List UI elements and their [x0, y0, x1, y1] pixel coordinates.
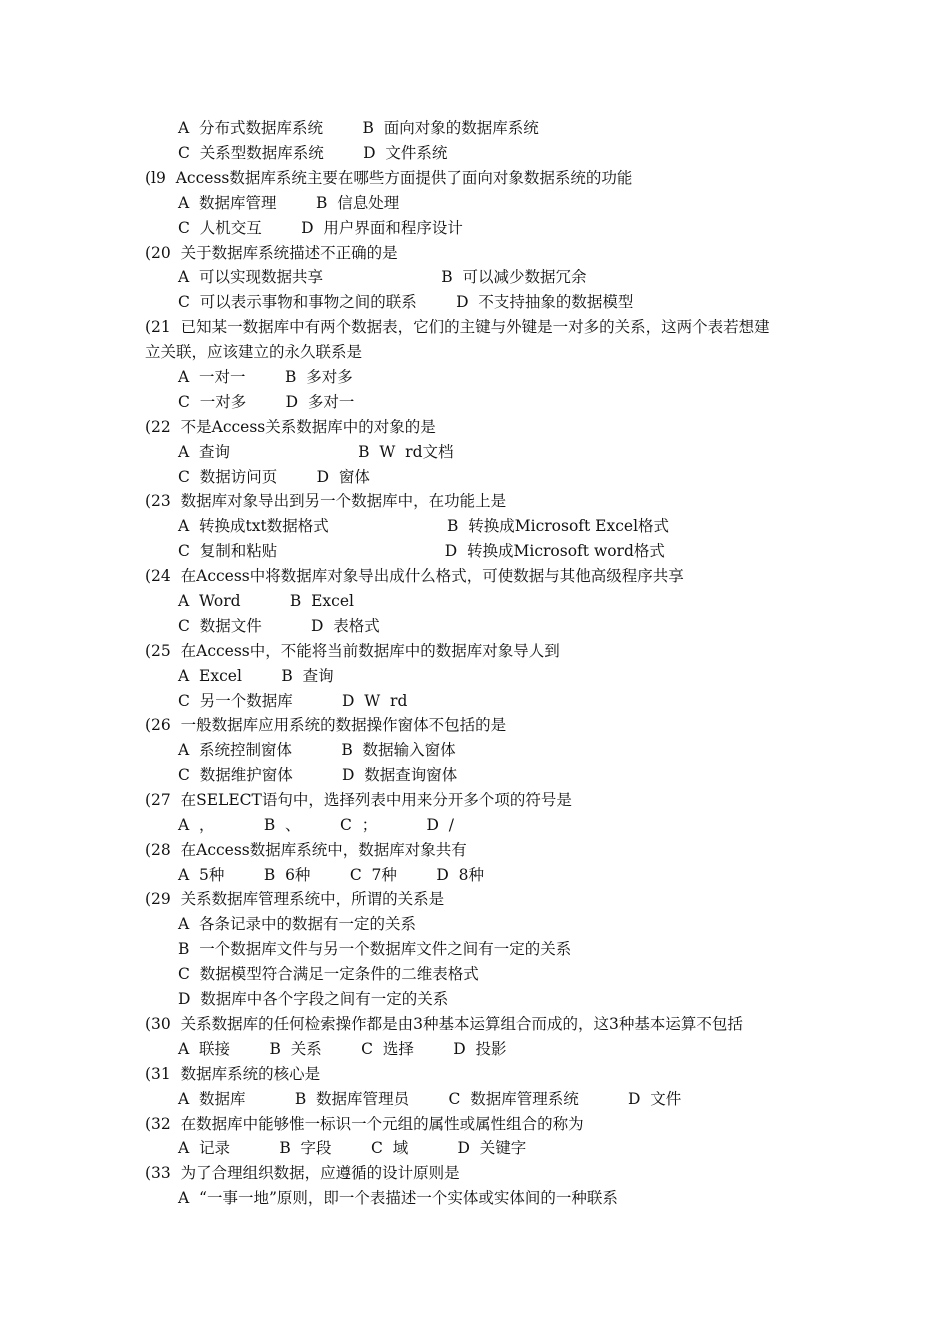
question-line: (31 数据库系统的核心是: [145, 1065, 321, 1083]
question-line: (26 一般数据库应用系统的数据操作窗体不包括的是: [145, 716, 507, 734]
option-line: A “一事一地”原则，即一个表描述一个实体或实体间的一种联系: [178, 1189, 618, 1207]
question-line: (20 关于数据库系统描述不正确的是: [145, 244, 398, 262]
question-line: (l9 Access数据库系统主要在哪些方面提供了面向对象数据系统的功能: [145, 169, 633, 187]
option-line: A 转换成txt数据格式 B 转换成Microsoft Excel格式: [178, 517, 670, 535]
option-line: D 数据库中各个字段之间有一定的关系: [178, 990, 449, 1008]
option-line: A 数据库 B 数据库管理员 C 数据库管理系统 D 文件: [178, 1090, 682, 1108]
option-line: C 另一个数据库 D W rd: [178, 692, 408, 710]
option-line: B 一个数据库文件与另一个数据库文件之间有一定的关系: [178, 940, 572, 958]
question-line: (28 在Access数据库系统中，数据库对象共有: [145, 841, 467, 859]
option-line: A 记录 B 字段 C 域 D 关键字: [178, 1139, 527, 1157]
option-line: A 分布式数据库系统 B 面向对象的数据库系统: [178, 119, 539, 137]
question-line: (24 在Access中将数据库对象导出成什么格式，可使数据与其他高级程序共享: [145, 567, 684, 585]
question-line: (27 在SELECT语句中，选择列表中用来分开多个项的符号是: [145, 791, 572, 809]
option-line: A 系统控制窗体 B 数据输入窗体: [178, 741, 456, 759]
option-line: A 联接 B 关系 C 选择 D 投影: [178, 1040, 507, 1058]
option-line: C 关系型数据库系统 D 文件系统: [178, 144, 448, 162]
question-line: (32 在数据库中能够惟一标识一个元组的属性或属性组合的称为: [145, 1115, 584, 1133]
option-line: A 查询 B W rd文档: [178, 443, 454, 461]
question-line: (25 在Access中，不能将当前数据库中的数据库对象导人到: [145, 642, 560, 660]
option-line: C 复制和粘贴 D 转换成Microsoft word格式: [178, 542, 665, 560]
option-line: A Word B Excel: [178, 592, 354, 610]
option-line: A 各条记录中的数据有一定的关系: [178, 915, 417, 933]
option-line: C 数据访问页 D 窗体: [178, 468, 370, 486]
option-line: C 数据模型符合满足一定条件的二维表格式: [178, 965, 479, 983]
question-line: (29 关系数据库管理系统中，所谓的关系是: [145, 890, 445, 908]
question-line: (22 不是Access关系数据库中的对象的是: [145, 418, 436, 436]
option-line: A 数据库管理 B 信息处理: [178, 194, 400, 212]
option-line: A Excel B 查询: [178, 667, 334, 685]
option-line: C 数据文件 D 表格式: [178, 617, 380, 635]
question-line: (33 为了合理组织数据，应遵循的设计原则是: [145, 1164, 460, 1182]
question-line: (30 关系数据库的任何检索操作都是由3种基本运算组合而成的，这3种基本运算不包括: [145, 1015, 743, 1033]
option-line: 立关联，应该建立的永久联系是: [145, 343, 363, 361]
question-line: (23 数据库对象导出到另一个数据库中，在功能上是: [145, 492, 507, 510]
option-line: A ， B 、 C ； D /: [178, 816, 454, 834]
option-line: C 可以表示事物和事物之间的联系 D 不支持抽象的数据模型: [178, 293, 634, 311]
option-line: C 人机交互 D 用户界面和程序设计: [178, 219, 463, 237]
question-line: (21 已知某一数据库中有两个数据表，它们的主键与外键是一对多的关系，这两个表若想建: [145, 318, 770, 336]
option-line: A 一对一 B 多对多: [178, 368, 353, 386]
option-line: C 数据维护窗体 D 数据查询窗体: [178, 766, 458, 784]
option-line: A 可以实现数据共享 B 可以减少数据冗余: [178, 268, 587, 286]
option-line: C 一对多 D 多对一: [178, 393, 355, 411]
option-line: A 5种 B 6种 C 7种 D 8种: [178, 866, 484, 884]
